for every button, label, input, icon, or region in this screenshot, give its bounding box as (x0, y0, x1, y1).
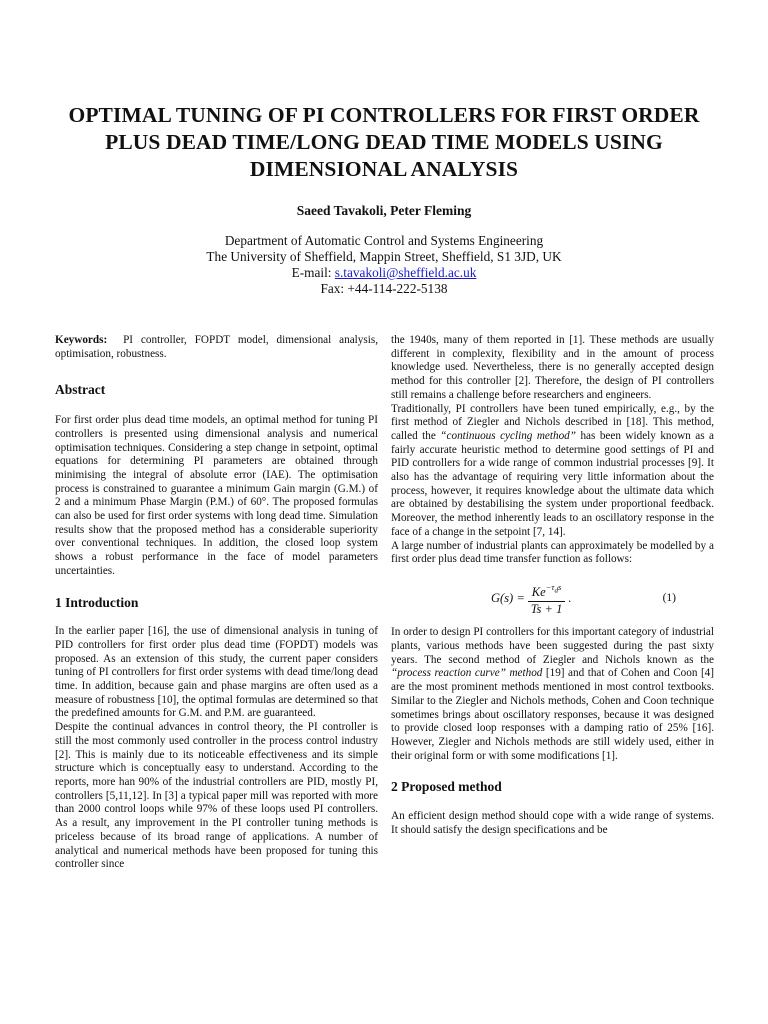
affiliation-fax: Fax: +44-114-222-5138 (320, 281, 448, 296)
equation-exponent (545, 581, 562, 595)
right-paragraph-2-text-b: has been widely known as a fairly accurate heuristic method to determine good settings of PI and PID controllers for a wide range of common industrial processes [9]. It also has the advantage of requiring very little information about the process, however, it requires knowledge about the ultimate data which are obtained by destabilising the system under proportional feedback. Moreover, the method inherently leads to an oscillatory response in the face of a change in the setpoint [7, 14]. (391, 429, 714, 538)
right-paragraph-1: the 1940s, many of them reported in [1]. These methods are usually different in complexity, flexibility and in the amount of process knowledge used. Nevertheless, there is no generally accepted design method for this controller [2]. Therefore, the design of PI controllers still remains a challenge before researchers and engineers. (391, 334, 714, 401)
equation-body (491, 581, 571, 616)
right-paragraph-4-text-b: [19] and that of Cohen and Coon [4] are the most prominent methods mentioned in most control textbooks. Similar to the Ziegler and Nichols methods, Cohen and Coon technique sometimes brings about oscillatory responses, because it was designed to provide closed loop responses with a damping ratio of 25% [16]. However, Ziegler and Nichols methods are still widely used, either in their original form or with some modifications [1]. (391, 667, 714, 762)
introduction-paragraph-2: Despite the continual advances in control theory, the PI controller is still the most commonly used controller in the process control industry [2]. This is mainly due to its noticeable effectiveness and its simple structure which is conceptually easy to understand. According to the reports, more han 90% of the industrial controllers are PID, mostly PI, controllers [5,11,12]. In [3] a typical paper mill was reported with more than 2000 control loops while 97% of these loops used PI controllers. As a result, any improvement in the PI controller tuning methods is priceless because of its broad range of applications. A number of analytical and numerical methods have been proposed for tuning this controller since (55, 721, 378, 871)
affiliation-block (0, 233, 768, 297)
affiliation-email (0, 265, 768, 281)
right-paragraph-2-text-a: Traditionally, PI controllers have been tuned empirically, e.g., by the first method of Ziegler and Nichols described in [18]. This method, called the (391, 402, 714, 442)
introduction-paragraph-1: In the earlier paper [16], the use of dimensional analysis in tuning of PID controllers for first order plus dead time (FOPDT) models was proposed. As an extension of this study, the current paper considers tuning of PI controllers for first order systems with dead time/long dead time. In addition, because gain and phase margins are often used as a measure of robustness [10], the optimal formulas are determined so that the predefined amounts for G.M. and P.M. are guaranteed. (55, 625, 378, 720)
equation-tail: . (568, 590, 572, 605)
section-2-heading: 2 Proposed method (391, 779, 502, 795)
abstract-heading: Abstract (55, 382, 106, 398)
equation-denominator: Ts + 1 (530, 601, 563, 616)
keywords (55, 334, 378, 361)
keywords-text: PI controller, FOPDT model, dimensional analysis, optimisation, robustness. (55, 334, 378, 360)
equation-numerator-base: Ke (531, 584, 546, 599)
equation-number: (1) (662, 591, 676, 604)
affiliation-address: The University of Sheffield, Mappin Street, Sheffield, S1 3JD, UK (206, 249, 562, 264)
right-paragraph-3: A large number of industrial plants can approximately be modelled by a first order plus dead time transfer function as follows: (391, 539, 714, 566)
email-link[interactable]: s.tavakoli@sheffield.ac.uk (334, 265, 477, 280)
equation-exponent-tau: −τ (545, 581, 555, 592)
right-paragraph-4 (391, 626, 714, 763)
equation-lhs: G(s) = (491, 590, 525, 605)
paper-authors: Saeed Tavakoli, Peter Fleming (296, 203, 472, 218)
section-2-paragraph: An efficient design method should cope with a wide range of systems. It should satisfy the design specifications and be (391, 810, 714, 836)
right-column (391, 334, 714, 838)
email-label: E-mail: (291, 265, 335, 280)
affiliation-department: Department of Automatic Control and Systems Engineering (224, 233, 544, 248)
introduction-heading: 1 Introduction (55, 594, 139, 610)
keywords-label: Keywords: (55, 334, 108, 346)
paper-title: OPTIMAL TUNING OF PI CONTROLLERS FOR FIRST ORDER PLUS DEAD TIME/LONG DEAD TIME MODELS USING DIMENSIONAL ANALYSIS (68, 103, 700, 181)
equation-exponent-sub: d (554, 586, 558, 595)
equation-numerator (528, 581, 566, 602)
process-reaction-curve-term: “process reaction curve” method (391, 667, 543, 680)
right-paragraph-2 (391, 403, 714, 540)
equation-fraction (528, 581, 566, 616)
equation-1 (391, 581, 714, 616)
abstract-text: For first order plus dead time models, an optimal method for tuning PI controllers is presented using dimensional analysis and numerical optimisation techniques. Considering a step change in setpoint, optimal equations for determining PI parameters are obtained through minimising the integral of absolute error (IAE). The optimisation process is constrained to guarantee a minimum Gain margin (G.M.) of 2 and a minimum Phase Margin (P.M.) of 60°. The proposed formulas can also be used for first order systems with long dead time. Simulation results show that the proposed method has a considerable superiority over conventional techniques. In addition, the closed loop system shows a robust performance in the face of model parameters uncertainties. (55, 414, 378, 577)
left-column (55, 334, 378, 872)
equation-exponent-s: s (558, 581, 562, 592)
continuous-cycling-term: “continuous cycling method” (440, 429, 576, 442)
right-paragraph-4-text-a: In order to design PI controllers for this important category of industrial plants, various methods have been suggested during the past sixty years. The second method of Ziegler and Nichols known as the (391, 626, 714, 666)
